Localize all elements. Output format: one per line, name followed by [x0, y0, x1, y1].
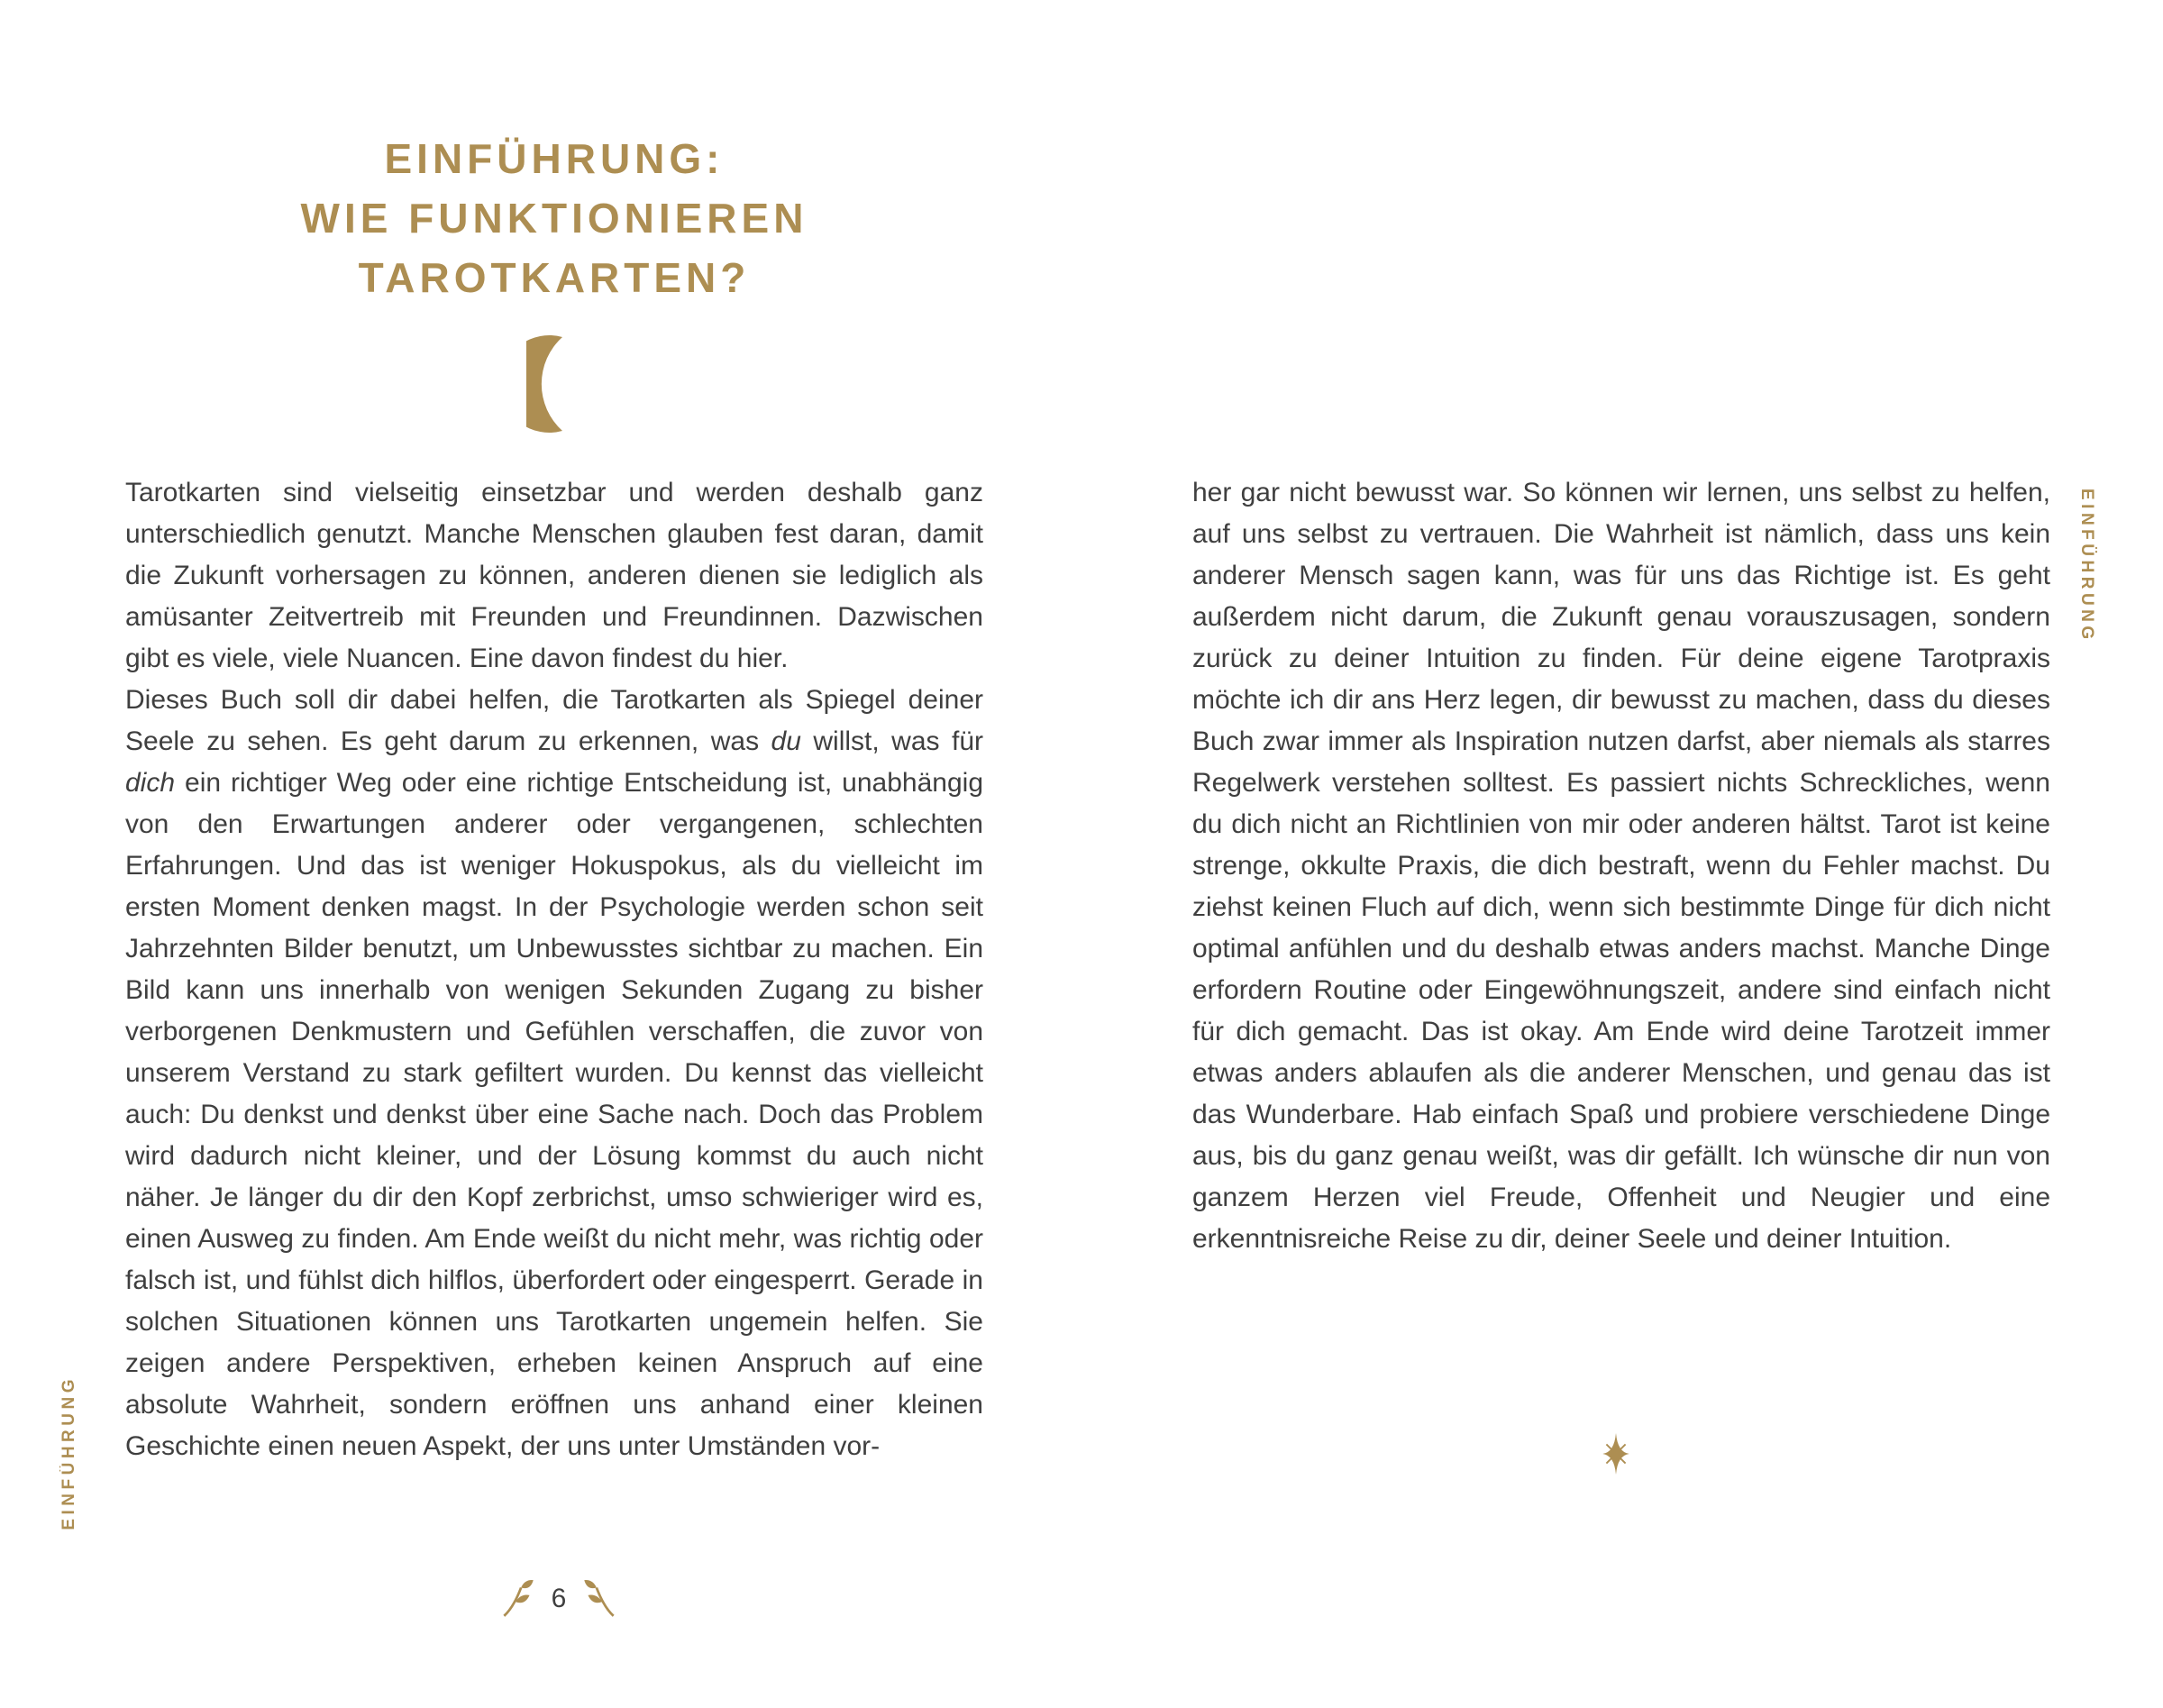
margin-label-left: EINFÜHRUNG	[59, 1375, 78, 1530]
right-page-text-column	[1192, 472, 2050, 1260]
chapter-title-line-2: WIE FUNKTIONIEREN	[300, 194, 808, 242]
chapter-title-line-1: EINFÜHRUNG:	[384, 134, 725, 182]
page-number: 6	[551, 1584, 567, 1613]
paragraph: her gar nicht bewusst war. So können wir lernen, uns selbst zu helfen, auf uns selbst zu vertrauen. Die Wahrheit ist nämlich, dass uns kein anderer Mensch sagen kann, was für uns das Richtige ist. Es geht außerdem nicht darum, die Zukunft genau vorauszusagen, sondern zurück zu deiner Intuition zu finden. Für deine eigene Tarotpraxis möchte ich dir ans Herz legen, dir bewusst zu machen, dass du dieses Buch zwar immer als Inspiration nutzen darfst, aber niemals als starres Regelwerk verstehen solltest. Es passiert nichts Schreckliches, wenn du dich nicht an Richtlinien von mir oder anderen hältst. Tarot ist keine strenge, okkulte Praxis, die dich bestraft, wenn du Fehler machst. Du ziehst keinen Fluch auf dich, wenn sich bestimmte Dinge für dich nicht optimal anfühlen und du deshalb etwas anders machst. Manche Dinge erfordern Routine oder Eingewöhnungszeit, andere sind einfach nicht für dich gemacht. Das ist okay. Am Ende wird deine Tarotzeit immer etwas anders ablaufen als die anderer Menschen, und genau das ist das Wunderbare. Hab einfach Spaß und probiere verschiedene Dinge aus, bis du ganz genau weißt, was dir gefällt. Ich wünsche dir nun von ganzem Herzen viel Freude, Offenheit und Neugier und eine erkenntnisreiche Reise zu dir, deiner Seele und deiner Intuition.	[1192, 478, 2050, 1254]
margin-label-right: EINFÜHRUNG	[2077, 489, 2096, 644]
sparkle-star-icon	[1595, 1433, 1637, 1475]
chapter-title	[194, 129, 915, 307]
paragraph: Dieses Buch soll dir dabei helfen, die Tarotkarten als Spiegel deiner Seele zu sehen. Es geht darum zu erkennen, was du willst, was für dich ein richtiger Weg oder eine richtige Entscheidung ist, unabhängig von den Erwartungen anderer oder vergangenen, schlechten Erfahrungen. Und das ist weniger Hokuspokus, als du vielleicht im ersten Moment denken magst. In der Psychologie werden schon seit Jahrzehnten Bilder benutzt, um Unbewusstes sichtbar zu machen. Ein Bild kann uns innerhalb von wenigen Sekunden Zugang zu bisher verborgenen Denkmustern und Gefühlen verschaffen, die zuvor von unserem Verstand zu stark gefiltert wurden. Du kennst das vielleicht auch: Du denkst und denkst über eine Sache nach. Doch das Problem wird dadurch nicht kleiner, und der Lösung kommst du auch nicht näher. Je länger du dir den Kopf zerbrichst, umso schwieriger wird es, einen Ausweg zu finden. Am Ende weißt du nicht mehr, was richtig oder falsch ist, und fühlst dich hilflos, überfordert oder eingesperrt. Gerade in solchen Situationen können uns Tarotkarten ungemein helfen. Sie zeigen andere Perspektiven, erheben keinen Anspruch auf eine absolute Wahrheit, sondern eröffnen uns anhand einer kleinen Geschichte einen neuen Aspekt, der uns unter Umständen vor-	[125, 685, 983, 1461]
page-number-row	[487, 1572, 631, 1626]
left-page-text-column	[125, 472, 983, 1467]
paragraph: Tarotkarten sind vielseitig einsetzbar und werden deshalb ganz unterschiedlich genutzt. Manche Menschen glauben fest daran, damit die Zukunft vorhersagen zu können, anderen dienen sie lediglich als amüsanter Zeitvertreib mit Freunden und Freundinnen. Dazwischen gibt es viele, viele Nuancen. Eine davon findest du hier.	[125, 478, 983, 673]
leaf-ornament-icon	[579, 1577, 620, 1621]
leaf-ornament-icon	[497, 1577, 539, 1621]
chapter-title-line-3: TAROTKARTEN?	[358, 253, 751, 301]
crescent-moon-icon	[526, 333, 582, 434]
